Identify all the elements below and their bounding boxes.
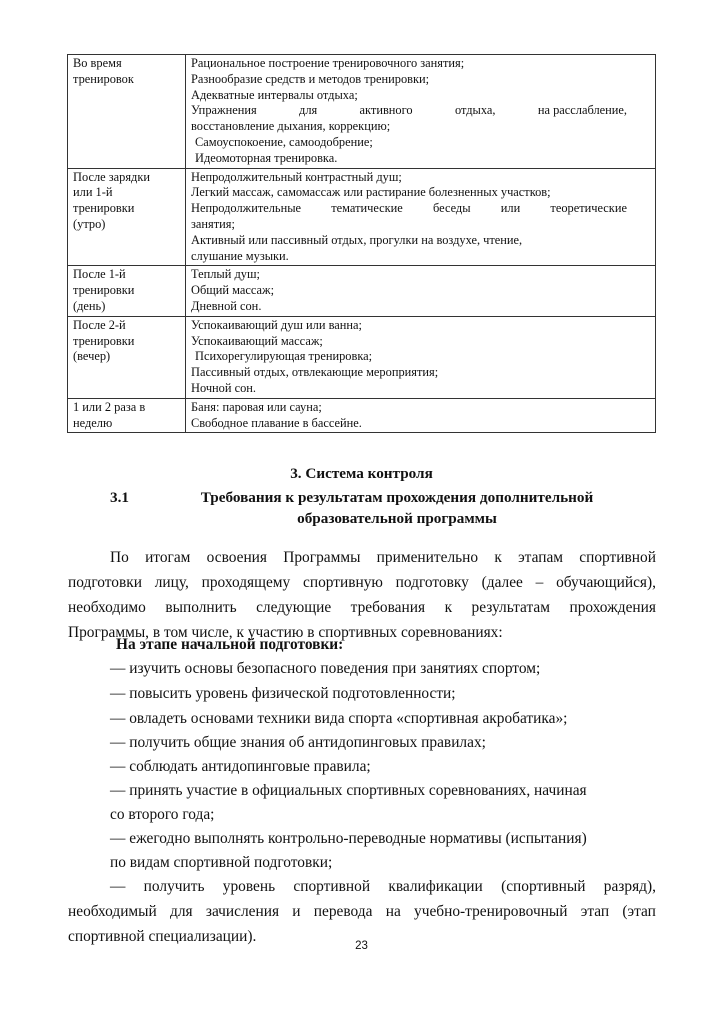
justified-line: Упражнения для активного отдыха, на расслабление, — [191, 103, 627, 118]
list-item: со второго года; — [110, 806, 215, 823]
table-cell-measures: Успокаивающий душ или ванна; Успокаивающий массаж; Психорегулирующая тренировка; Пассивный отдых, отвлекающие мероприятия; Ночной сон. — [186, 316, 656, 398]
justified-line: — получить уровень спортивной квалификации (спортивный разряд), — [110, 878, 656, 895]
table-cell-measures: Теплый душ; Общий массаж; Дневной сон. — [186, 266, 656, 316]
text-line: спортивной специализации). — [68, 928, 257, 945]
table-cell-measures: Баня: паровая или сауна; Свободное плавание в бассейне. — [186, 398, 656, 433]
list-item: — ежегодно выполнять контрольно-переводные нормативы (испытания) — [110, 830, 587, 847]
table-row — [68, 316, 656, 398]
table-cell-period: После зарядки или 1-й тренировки (утро) — [68, 168, 186, 266]
list-item: — изучить основы безопасного поведения при занятиях спортом; — [110, 660, 541, 677]
list-item — [68, 874, 656, 949]
page-number: 23 — [355, 940, 368, 952]
list-item: по видам спортивной подготовки; — [110, 854, 333, 871]
subsection-title: Требования к результатам прохождения дополнительной образовательной программы — [200, 489, 594, 527]
justified-line: необходимый для зачисления и перевода на учебно-тренировочный этап (этап — [68, 903, 656, 920]
table-cell-period: После 2-й тренировки (вечер) — [68, 316, 186, 398]
list-item: — овладеть основами техники вида спорта «спортивная акробатика»; — [110, 710, 568, 727]
table-cell-measures: Непродолжительный контрастный душ; Легкий массаж, самомассаж или растирание болезненных участков; Непродолжительные тематические беседы или теоретические занятия; Активный или пассивный отдых, прогулки на воздухе, чтение, слушание музыки. — [186, 168, 656, 266]
text-line: Программы, в том числе, к участию в спортивных соревнованиях: — [68, 624, 503, 641]
table-cell-measures: Рациональное построение тренировочного занятия; Разнообразие средств и методов тренировки; Адекватные интервалы отдыха; Упражнения для активного отдыха, на расслабление, восстановление дыхания, коррекцию; Самоуспокоение, самоодобрение; Идеомоторная тренировка. — [186, 55, 656, 169]
list-item: — повысить уровень физической подготовленности; — [110, 685, 456, 702]
list-item: — принять участие в официальных спортивных соревнованиях, начиная — [110, 782, 587, 799]
table-row — [68, 398, 656, 433]
justified-line: По итогам освоения Программы применительно к этапам спортивной — [110, 549, 656, 566]
table-row — [68, 168, 656, 266]
intro-paragraph — [68, 545, 656, 645]
table-cell-period: Во время тренировок — [68, 55, 186, 169]
table-cell-period: После 1-й тренировки (день) — [68, 266, 186, 316]
justified-line: необходимо выполнить следующие требования к результатам прохождения — [68, 599, 656, 616]
list-item: — соблюдать антидопинговые правила; — [110, 758, 371, 775]
subsection-number: 3.1 — [110, 489, 129, 506]
table-cell-period: 1 или 2 раза в неделю — [68, 398, 186, 433]
section-title: 3. Система контроля — [290, 465, 433, 482]
table-row — [68, 266, 656, 316]
table-row — [68, 55, 656, 169]
stage-heading: На этапе начальной подготовки: — [116, 636, 344, 653]
justified-line: подготовки лицу, проходящему спортивную подготовку (далее – обучающийся), — [68, 574, 656, 591]
justified-line: Непродолжительные тематические беседы или теоретические — [191, 201, 627, 216]
recovery-measures-table — [67, 54, 656, 433]
list-item: — получить общие знания об антидопинговых правилах; — [110, 734, 486, 751]
